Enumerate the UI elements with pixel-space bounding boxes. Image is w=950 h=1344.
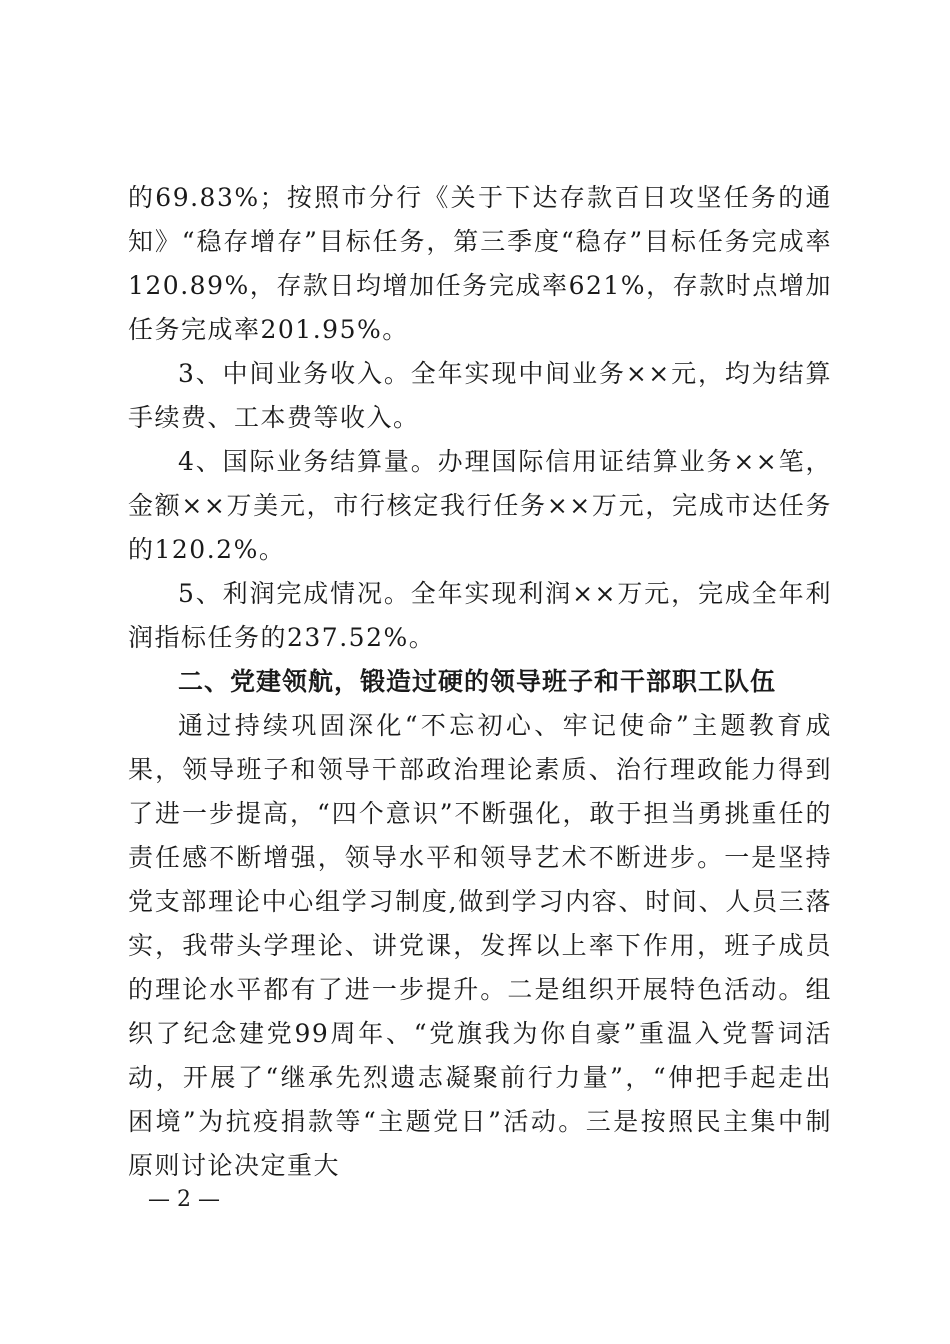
paragraph-intermediate-income: 3、中间业务收入。全年实现中间业务××元，均为结算手续费、工本费等收入。 — [128, 359, 832, 432]
paragraph-deposit-tasks: 的69.83%；按照市分行《关于下达存款百日攻坚任务的通知》“稳存增存”目标任务，第三季度“稳存”目标任务完成率120.89%，存款日均增加任务完成率621%，存款时点增加任务完成率201.95%。 — [128, 183, 832, 344]
section-heading: 二、党建领航，锻造过硬的领导班子和干部职工队伍 — [178, 667, 777, 696]
paragraph-party-building: 通过持续巩固深化“不忘初心、牢记使命”主题教育成果，领导班子和领导干部政治理论素质、治行理政能力得到了进一步提高，“四个意识”不断强化，敢于担当勇挑重任的责任感不断增强，领导水平和领导艺术不断进步。一是坚持党支部理论中心组学习制度,做到学习内容、时间、人员三落实，我带头学理论、讲党课，发挥以上率下作用，班子成员的理论水平都有了进一步提升。二是组织开展特色活动。组织了纪念建党99周年、“党旗我为你自豪”重温入党誓词活动，开展了“继承先烈遗志凝聚前行力量”，“伸把手起走出困境”为抗疫捐款等“主题党日”活动。三是按照民主集中制原则讨论决定重大 — [128, 711, 832, 1180]
paragraph-international-settlement: 4、国际业务结算量。办理国际信用证结算业务××笔，金额××万美元，市行核定我行任务××万元，完成市达任务的120.2%。 — [128, 447, 832, 564]
page-number: — 2 — — [148, 1187, 220, 1212]
paragraph-profit: 5、利润完成情况。全年实现利润××万元，完成全年利润指标任务的237.52%。 — [128, 579, 832, 652]
document-body — [128, 176, 832, 1188]
